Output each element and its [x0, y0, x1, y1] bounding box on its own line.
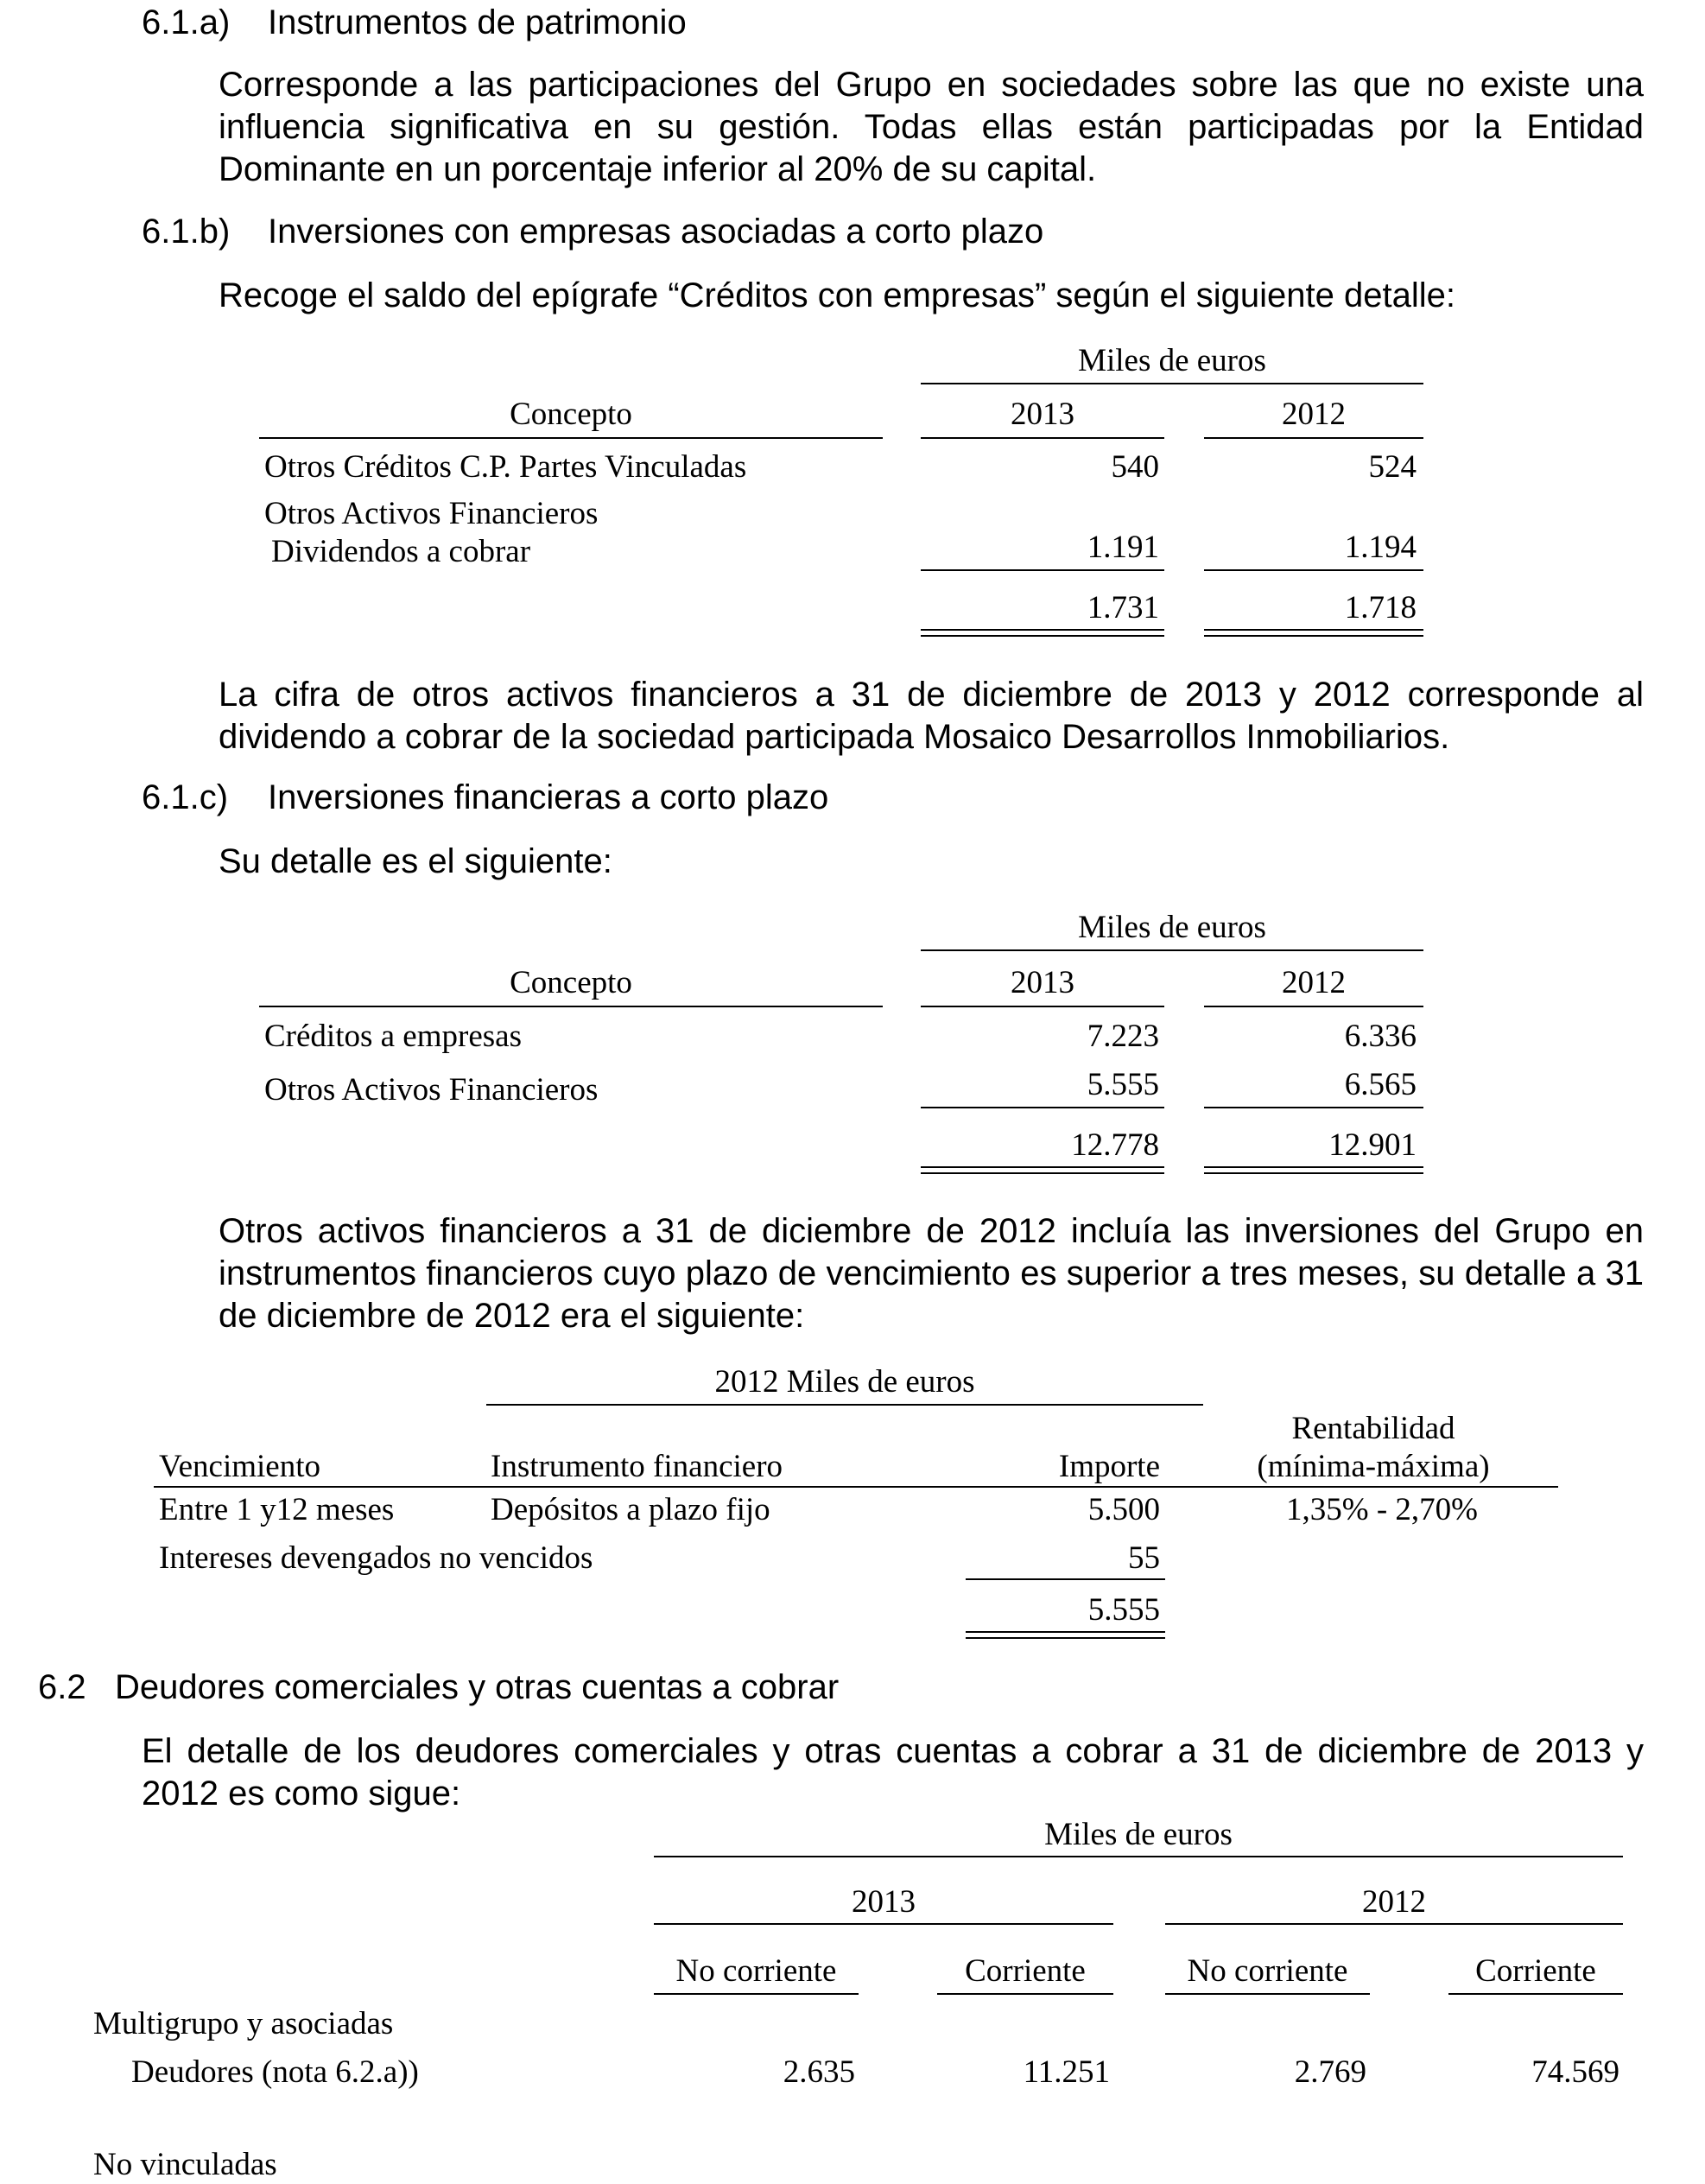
cell-2012: 1.194 — [1344, 530, 1417, 565]
rule — [654, 1923, 1113, 1925]
rule — [921, 1006, 1164, 1007]
total-importe: 5.555 — [1087, 1592, 1160, 1628]
row-label: Otros Activos Financieros — [264, 1072, 599, 1108]
cell-corriente-2013: 11.251 — [1023, 2054, 1110, 2090]
section-number-6-1-c: 6.1.c) — [142, 778, 229, 816]
rule — [921, 437, 1164, 439]
section-heading-6-1-a: Instrumentos de patrimonio — [268, 3, 687, 41]
rule — [921, 383, 1423, 384]
rule — [921, 1107, 1164, 1108]
cell-instrumento: Depósitos a plazo fijo — [491, 1492, 770, 1527]
cell-vencimiento: Entre 1 y12 meses — [159, 1492, 395, 1527]
section-heading-6-1-c: Inversiones financieras a corto plazo — [268, 778, 829, 816]
year-header-2012: 2012 — [1362, 1884, 1426, 1920]
year-header-2013: 2013 — [852, 1884, 916, 1920]
rule — [966, 1578, 1165, 1580]
rule — [1448, 1993, 1623, 1995]
rule — [1204, 1006, 1423, 1007]
intro-6-1-c: Su detalle es el siguiente: — [219, 842, 612, 880]
rule — [654, 1993, 859, 1995]
year-header-2013: 2013 — [1011, 397, 1074, 432]
row-label: Deudores (nota 6.2.a)) — [131, 2054, 419, 2090]
rule — [1165, 1993, 1370, 1995]
col-header-rentabilidad-range: (mínima-máxima) — [1257, 1449, 1490, 1484]
paragraph-6-1-b: La cifra de otros activos financieros a 31 de diciembre de 2013 y 2012 corresponde al dividendo a cobrar de la sociedad participada Mosaico Desarrollos Inmobiliarios. — [219, 676, 1644, 756]
cell-corriente-2012: 74.569 — [1531, 2054, 1619, 2090]
cell-no-corriente-2012: 2.769 — [1294, 2054, 1366, 2090]
concept-header: Concepto — [510, 397, 632, 432]
year-header-2012: 2012 — [1282, 397, 1346, 432]
section-number-6-1-b: 6.1.b) — [142, 213, 231, 251]
table-group-header: 2012 Miles de euros — [714, 1364, 975, 1400]
table-group-header: Miles de euros — [1078, 343, 1266, 378]
row-label: Créditos a empresas — [264, 1019, 522, 1054]
cell-importe: 55 — [1128, 1540, 1160, 1576]
rule — [1165, 1923, 1623, 1925]
rule — [259, 437, 883, 439]
rule — [1204, 1107, 1423, 1108]
cell-no-corriente-2013: 2.635 — [783, 2054, 855, 2090]
col-header-rentabilidad: Rentabilidad — [1291, 1411, 1455, 1446]
double-rule — [921, 1166, 1164, 1174]
total-2012: 12.901 — [1328, 1127, 1417, 1163]
total-2012: 1.718 — [1344, 590, 1417, 625]
paragraph-6-1-a: Corresponde a las participaciones del Grupo en sociedades sobre las que no existe una influencia significativa en su gestión. Todas ellas están participadas por la Entidad Dominante en un porcentaje inferior al 20% de su capital. — [219, 66, 1644, 188]
cell-importe: 5.500 — [1087, 1492, 1160, 1527]
col-header-corriente-2013: Corriente — [965, 1953, 1086, 1989]
cell-2013: 540 — [1111, 449, 1159, 485]
row-label: Otros Activos Financieros — [264, 496, 599, 531]
section-number-6-1-a: 6.1.a) — [142, 3, 231, 41]
rule — [921, 569, 1164, 571]
double-rule — [1204, 1166, 1423, 1174]
paragraph-6-2: El detalle de los deudores comerciales y otras cuentas a cobrar a 31 de diciembre de 2013 y 2012 es como sigue: — [142, 1732, 1644, 1813]
cell-2013: 5.555 — [1087, 1067, 1159, 1102]
cell-2013: 7.223 — [1087, 1019, 1159, 1054]
cell-2012: 6.565 — [1344, 1067, 1417, 1102]
row-sublabel: Dividendos a cobrar — [271, 534, 531, 569]
table-group-header: Miles de euros — [1078, 910, 1266, 945]
rule — [937, 1993, 1113, 1995]
rule — [486, 1404, 1203, 1406]
table-group-header: Miles de euros — [1044, 1817, 1233, 1852]
cell-2013: 1.191 — [1087, 530, 1159, 565]
col-header-corriente-2012: Corriente — [1475, 1953, 1596, 1989]
concept-header: Concepto — [510, 965, 632, 1000]
section-heading-6-1-b: Inversiones con empresas asociadas a corto plazo — [268, 213, 1044, 251]
rule — [654, 1856, 1623, 1857]
rule — [259, 1006, 883, 1007]
year-header-2013: 2013 — [1011, 965, 1074, 1000]
row-label: Intereses devengados no vencidos — [159, 1540, 593, 1576]
col-header-instrumento: Instrumento financiero — [491, 1449, 783, 1484]
col-header-vencimiento: Vencimiento — [159, 1449, 321, 1484]
cell-2012: 6.336 — [1344, 1019, 1417, 1054]
group-label: Multigrupo y asociadas — [93, 2006, 394, 2041]
cell-rentabilidad: 1,35% - 2,70% — [1286, 1492, 1478, 1527]
group-label: No vinculadas — [93, 2147, 277, 2182]
year-header-2012: 2012 — [1282, 965, 1346, 1000]
double-rule — [966, 1631, 1165, 1639]
double-rule — [921, 629, 1164, 637]
rule — [1204, 437, 1423, 439]
total-2013: 1.731 — [1087, 590, 1159, 625]
intro-6-1-b: Recoge el saldo del epígrafe “Créditos con empresas” según el siguiente detalle: — [219, 276, 1455, 314]
rule — [1204, 569, 1423, 571]
section-heading-6-2: Deudores comerciales y otras cuentas a cobrar — [115, 1668, 840, 1706]
col-header-no-corriente-2012: No corriente — [1187, 1953, 1348, 1989]
cell-2012: 524 — [1368, 449, 1417, 485]
double-rule — [1204, 629, 1423, 637]
section-number-6-2: 6.2 — [38, 1668, 86, 1706]
rule — [154, 1486, 1558, 1488]
paragraph-6-1-c: Otros activos financieros a 31 de diciembre de 2012 incluía las inversiones del Grupo en instrumentos financieros cuyo plazo de vencimiento es superior a tres meses, su detalle a 31 de diciembre de 2012 era el siguiente: — [219, 1212, 1644, 1335]
total-2013: 12.778 — [1071, 1127, 1159, 1163]
row-label: Otros Créditos C.P. Partes Vinculadas — [264, 449, 747, 485]
col-header-importe: Importe — [1058, 1449, 1160, 1484]
col-header-no-corriente-2013: No corriente — [675, 1953, 837, 1989]
rule — [921, 949, 1423, 951]
